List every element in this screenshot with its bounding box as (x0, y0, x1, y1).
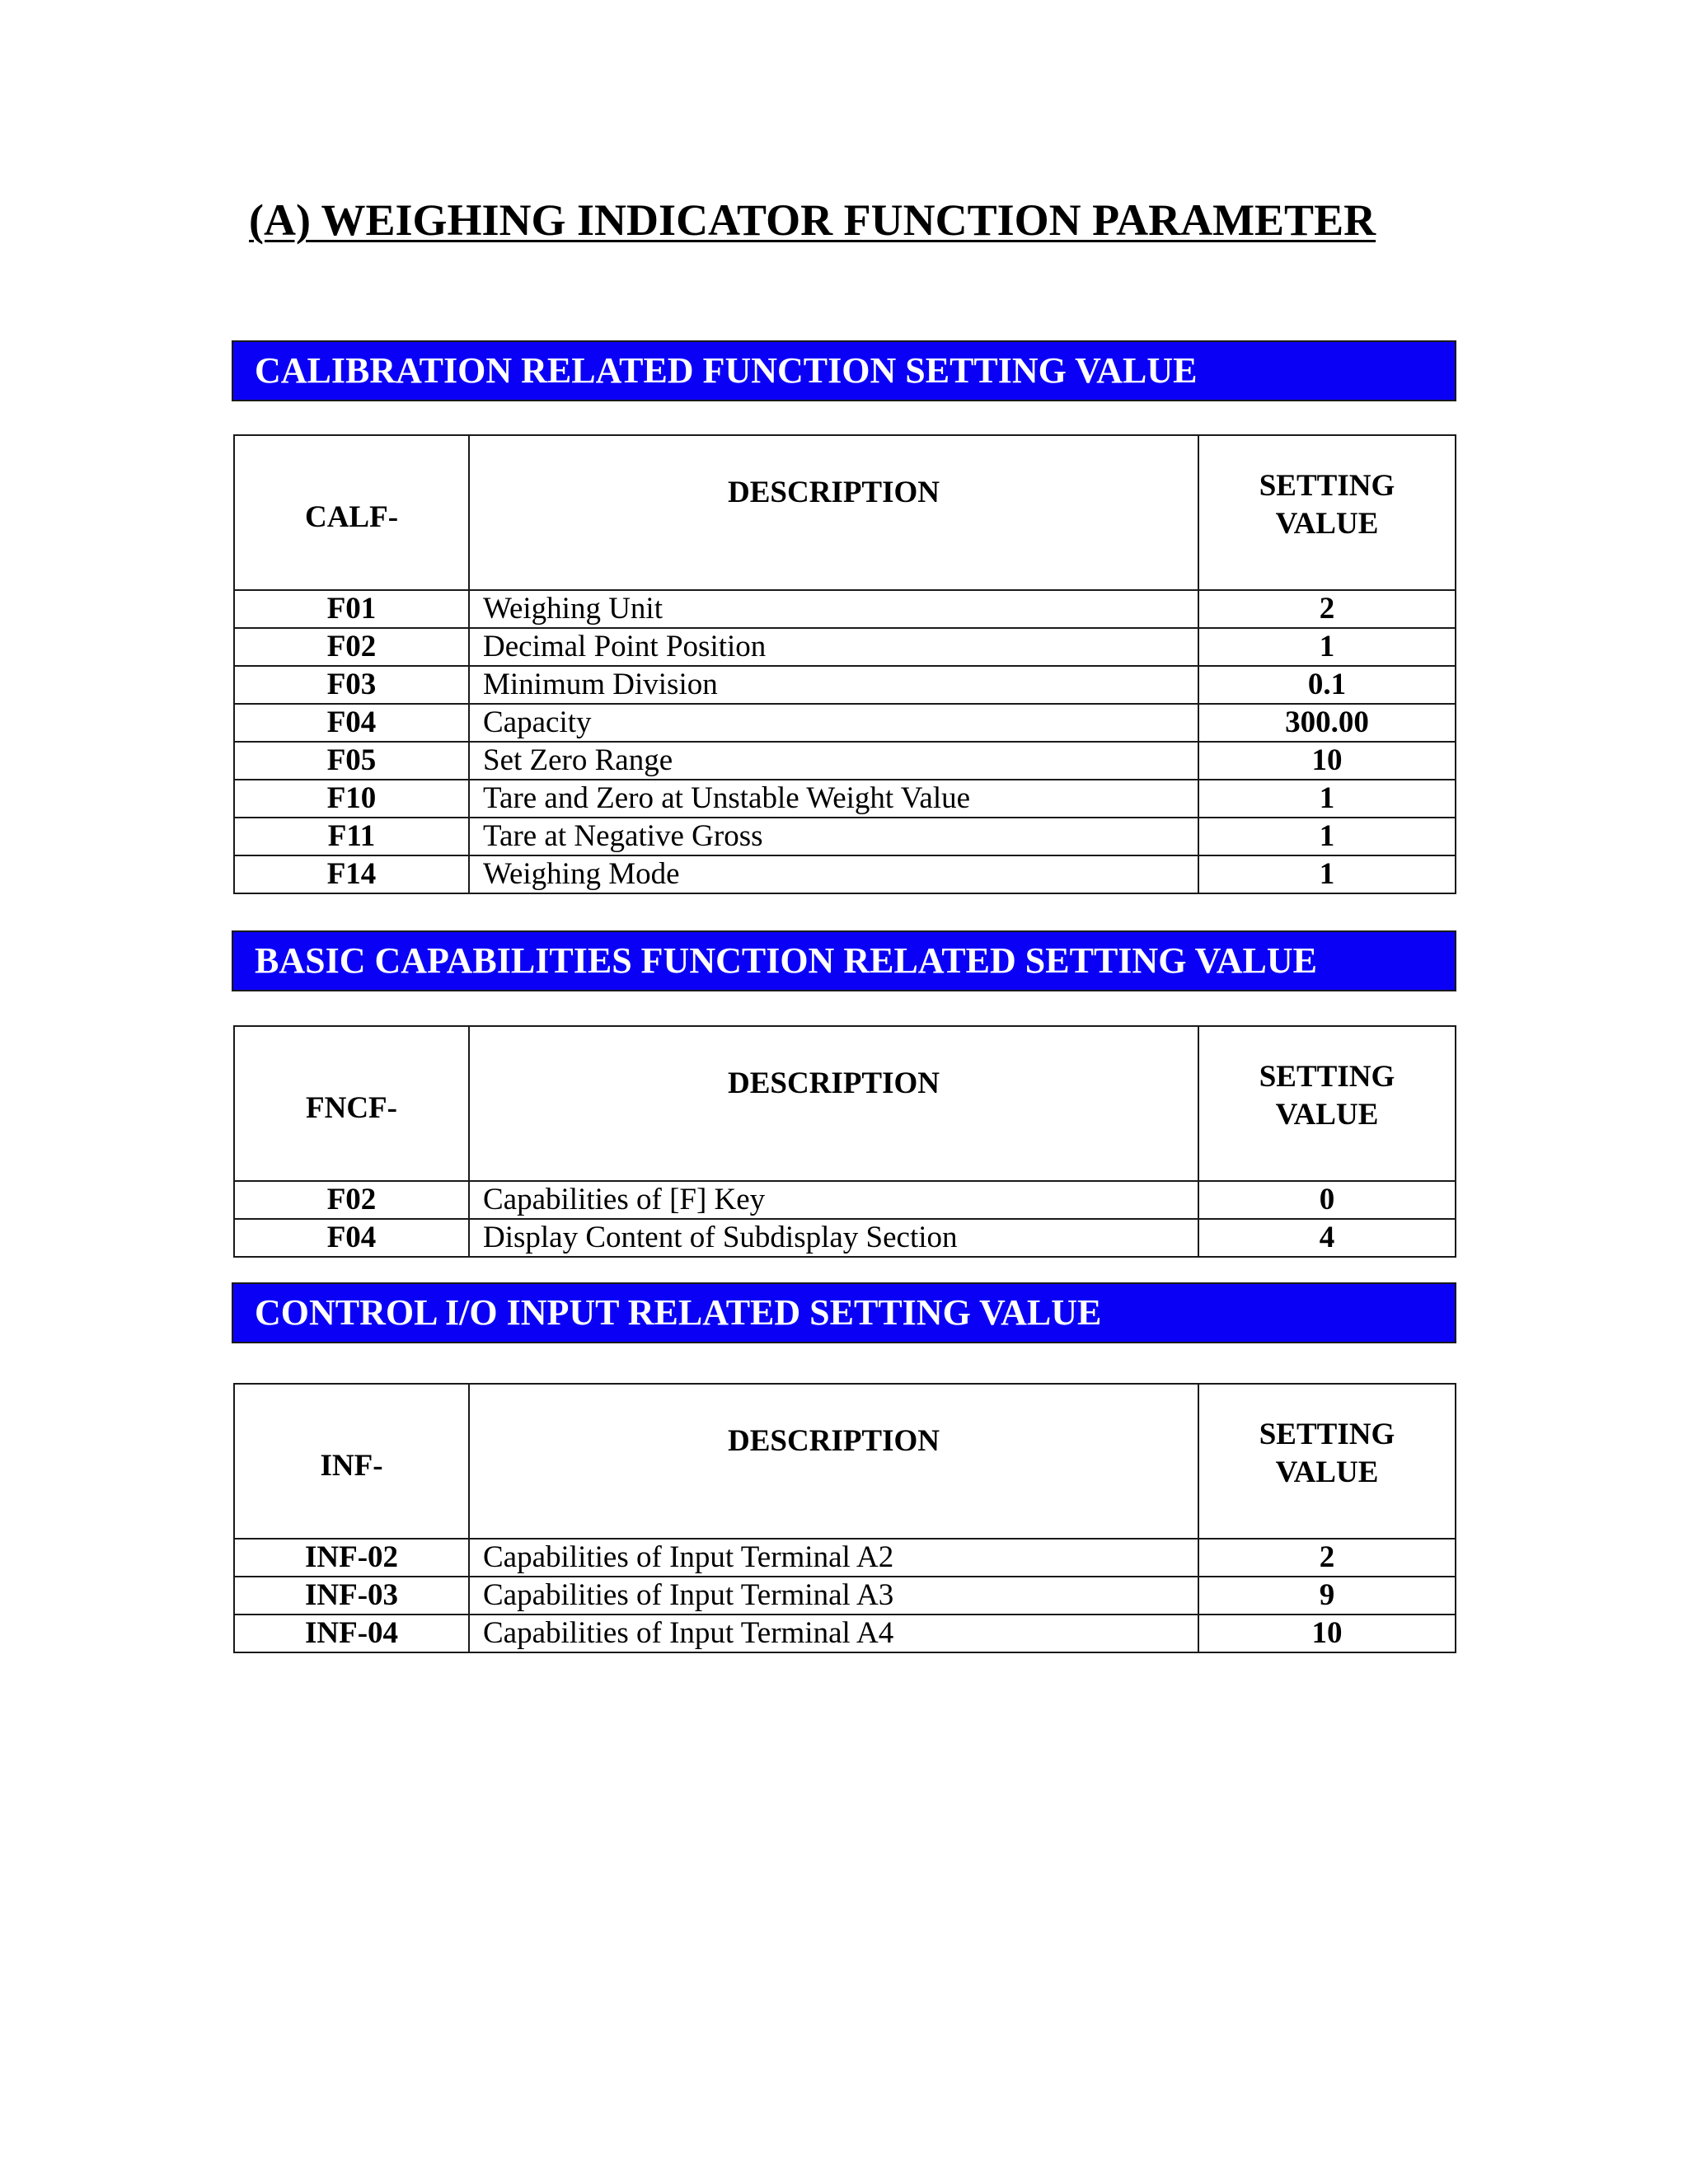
parameter-code: F14 (234, 855, 469, 893)
parameter-description: Display Content of Subdisplay Section (469, 1219, 1198, 1257)
parameter-code: F03 (234, 666, 469, 704)
table-row (234, 704, 1456, 742)
parameter-description: Capacity (469, 704, 1198, 742)
table-header-row (234, 1384, 1456, 1539)
setting-value-column-header (1198, 1384, 1456, 1539)
parameter-value: 10 (1198, 742, 1456, 780)
parameter-code: F01 (234, 590, 469, 628)
setting-value-column-header (1198, 1026, 1456, 1181)
table-row (234, 780, 1456, 818)
parameter-value: 2 (1198, 1539, 1456, 1577)
table-header-row (234, 435, 1456, 590)
parameter-code: INF-03 (234, 1577, 469, 1615)
parameter-value: 1 (1198, 855, 1456, 893)
table-row (234, 855, 1456, 893)
setting-value-header-line1: SETTING (1259, 1418, 1395, 1451)
parameter-description: Minimum Division (469, 666, 1198, 704)
description-column-header: DESCRIPTION (469, 1384, 1198, 1539)
basic-capabilities-table (233, 1025, 1456, 1258)
page-title: (A) WEIGHING INDICATOR FUNCTION PARAMETER (249, 195, 1376, 245)
parameter-description: Decimal Point Position (469, 628, 1198, 666)
setting-value-header-line2: VALUE (1275, 507, 1379, 541)
parameter-value: 1 (1198, 628, 1456, 666)
parameter-value: 1 (1198, 818, 1456, 855)
parameter-description: Weighing Mode (469, 855, 1198, 893)
table-row (234, 590, 1456, 628)
parameter-value: 0.1 (1198, 666, 1456, 704)
parameter-code: F05 (234, 742, 469, 780)
parameter-value: 300.00 (1198, 704, 1456, 742)
control-io-input-section-banner: CONTROL I/O INPUT RELATED SETTING VALUE (232, 1282, 1456, 1343)
parameter-description: Capabilities of Input Terminal A3 (469, 1577, 1198, 1615)
table-row (234, 1539, 1456, 1577)
table-header-row (234, 1026, 1456, 1181)
setting-value-header-line2: VALUE (1275, 1098, 1379, 1132)
code-column-header: FNCF- (234, 1026, 469, 1181)
table-row (234, 1219, 1456, 1257)
parameter-description: Tare at Negative Gross (469, 818, 1198, 855)
table-row (234, 1181, 1456, 1219)
control-io-input-table (233, 1383, 1456, 1653)
parameter-value: 4 (1198, 1219, 1456, 1257)
description-column-header: DESCRIPTION (469, 435, 1198, 590)
parameter-code: F04 (234, 1219, 469, 1257)
parameter-value: 9 (1198, 1577, 1456, 1615)
table-row (234, 742, 1456, 780)
table-row (234, 818, 1456, 855)
parameter-value: 10 (1198, 1615, 1456, 1652)
parameter-description: Capabilities of [F] Key (469, 1181, 1198, 1219)
calibration-table (233, 434, 1456, 894)
parameter-description: Set Zero Range (469, 742, 1198, 780)
parameter-description: Capabilities of Input Terminal A2 (469, 1539, 1198, 1577)
parameter-code: F11 (234, 818, 469, 855)
parameter-code: INF-02 (234, 1539, 469, 1577)
setting-value-header-line1: SETTING (1259, 1060, 1395, 1094)
parameter-code: F02 (234, 628, 469, 666)
code-column-header: INF- (234, 1384, 469, 1539)
table-row (234, 666, 1456, 704)
setting-value-column-header (1198, 435, 1456, 590)
parameter-code: F04 (234, 704, 469, 742)
setting-value-header-line1: SETTING (1259, 469, 1395, 503)
description-column-header: DESCRIPTION (469, 1026, 1198, 1181)
table-row (234, 1577, 1456, 1615)
setting-value-header-line2: VALUE (1275, 1455, 1379, 1489)
parameter-description: Capabilities of Input Terminal A4 (469, 1615, 1198, 1652)
parameter-value: 2 (1198, 590, 1456, 628)
table-row (234, 1615, 1456, 1652)
basic-capabilities-section-banner: BASIC CAPABILITIES FUNCTION RELATED SETTING VALUE (232, 930, 1456, 991)
parameter-value: 0 (1198, 1181, 1456, 1219)
code-column-header: CALF- (234, 435, 469, 590)
parameter-code: F02 (234, 1181, 469, 1219)
parameter-code: INF-04 (234, 1615, 469, 1652)
table-row (234, 628, 1456, 666)
parameter-code: F10 (234, 780, 469, 818)
parameter-description: Tare and Zero at Unstable Weight Value (469, 780, 1198, 818)
parameter-value: 1 (1198, 780, 1456, 818)
parameter-description: Weighing Unit (469, 590, 1198, 628)
calibration-section-banner: CALIBRATION RELATED FUNCTION SETTING VALUE (232, 340, 1456, 401)
